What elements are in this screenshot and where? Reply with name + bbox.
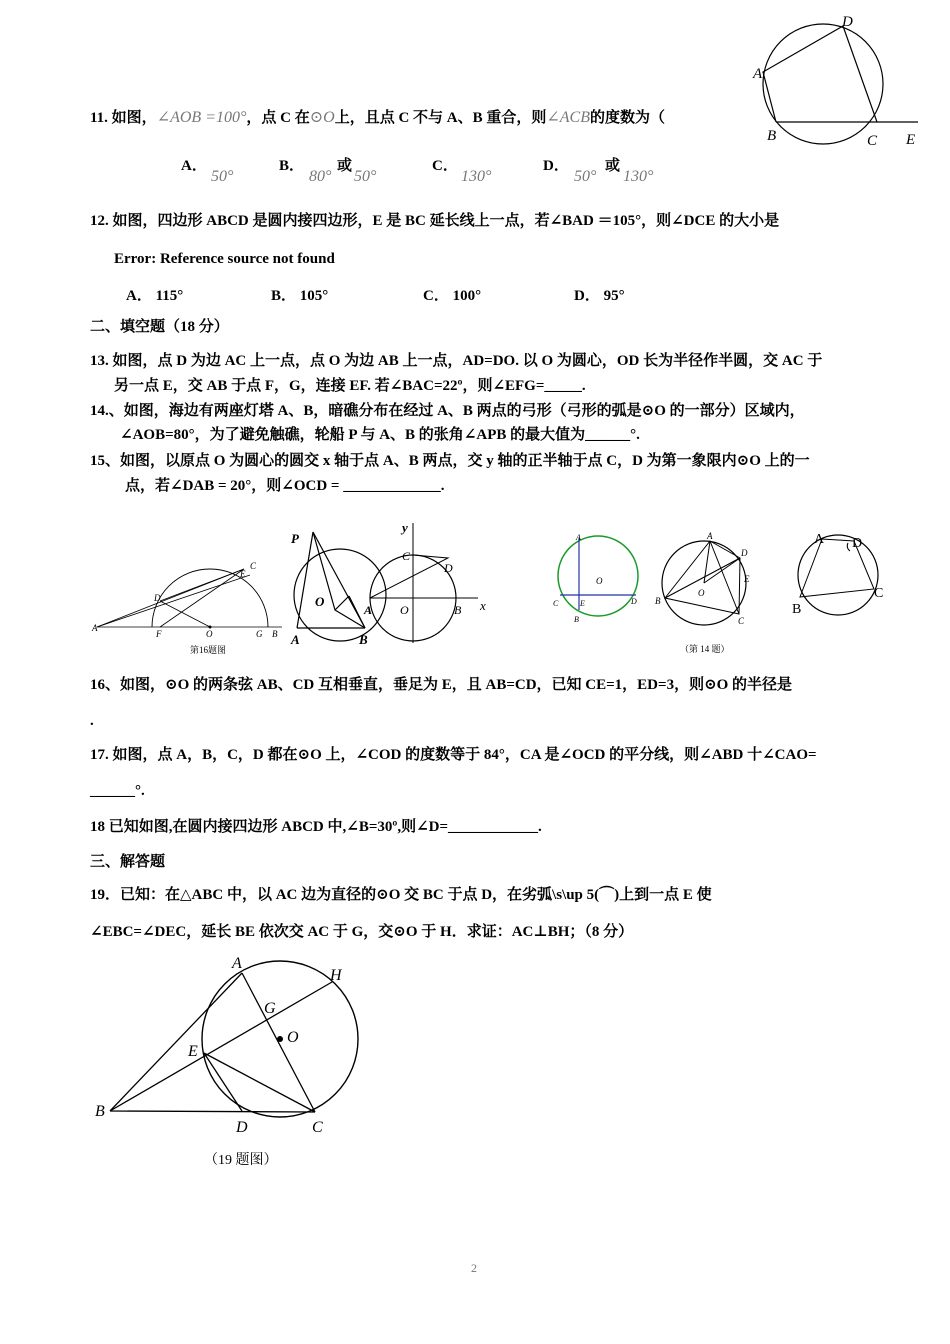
q13-line2: 另一点 E，交 AB 于点 F，G，连接 EF. 若∠BAC=22º，则∠EFG=_____. [114, 378, 586, 394]
section-answer-title: 三、解答题 [90, 854, 166, 870]
q17-line1: 17. 如图，点 A，B，C，D 都在⊙O 上，∠COD 的度数等于 84°，CA 是∠OCD 的平分线，则∠ABD 十∠CAO= [90, 747, 817, 763]
label-e: E [906, 132, 916, 148]
label-d: D [631, 597, 637, 606]
label-d: D [154, 593, 161, 603]
label-e: E [240, 569, 246, 579]
label-b: B [95, 1103, 105, 1120]
fig19-caption: （19 题图） [204, 1153, 278, 1168]
figure-15-axes [364, 518, 495, 648]
label-a: A [92, 623, 98, 633]
q11-option-b-value1: 80° [309, 168, 332, 185]
label-a: A [814, 532, 825, 547]
q12-option-a: A． 115° [126, 288, 184, 304]
label-a: A [232, 955, 242, 972]
label-o: O [400, 603, 409, 617]
fig16-caption: 第16题图 [190, 645, 227, 655]
label-g: G [264, 1000, 276, 1017]
label-e: E [188, 1043, 198, 1060]
q13-line1: 13. 如图，点 D 为边 AC 上一点，点 O 为边 AB 上一点，AD=DO. 以 O 为圆心，OD 长为半径作半圆，交 AC 于 [90, 353, 823, 369]
q11-option-a-value: 50° [211, 168, 234, 185]
label-o: O [206, 629, 213, 639]
section-fill-in-title: 二、填空题（18 分） [90, 319, 229, 335]
q11-option-c-value: 130° [461, 168, 492, 185]
label-o: O [698, 588, 705, 598]
label-p: P [291, 531, 299, 546]
label-b: B [574, 615, 579, 624]
q16-line2: . [90, 713, 94, 729]
label-o: O [596, 576, 603, 586]
q12-option-b: B． 105° [271, 288, 329, 304]
label-a: A [707, 531, 713, 541]
label-a: A [291, 632, 300, 647]
q17-line2: ______°. [90, 783, 145, 799]
q11-option-d-label: D． [543, 158, 569, 174]
label-h: H [330, 967, 342, 984]
page-number: 2 [471, 1261, 477, 1275]
label-a: A [753, 66, 763, 82]
label-c: C [250, 561, 257, 571]
q12-figure [750, 12, 930, 152]
label-c: C [312, 1119, 323, 1136]
label-f: F [156, 629, 162, 639]
label-g: G [256, 629, 263, 639]
q16-line1: 16、如图，⊙O 的两条弦 AB、CD 互相垂直，垂足为 E，且 AB=CD，已知 CE=1，ED=3，则⊙O 的半径是 [90, 677, 793, 693]
q11-option-a-label: A． [181, 158, 207, 174]
q11-option-d-value1: 50° [574, 168, 597, 185]
q19-line1: 19．已知：在△ABC 中，以 AC 边为直径的⊙O 交 BC 于点 D，在劣弧\s\up 5(⌒)上到一点 E 使 [90, 887, 712, 903]
label-c: C [553, 599, 559, 608]
q18-text: 18 已知如图,在圆内接四边形 ABCD 中,∠B=30º,则∠D=____________. [90, 819, 542, 835]
label-d: D [236, 1119, 248, 1136]
figure-16-green-circle [548, 528, 648, 628]
figure-18 [788, 527, 888, 622]
label-x: x [480, 598, 486, 613]
label-b: B [792, 602, 802, 617]
fig14-caption: （第 14 题） [680, 644, 730, 654]
label-b: B [359, 632, 368, 647]
label-b: B [454, 603, 462, 617]
label-a: A [364, 603, 373, 617]
figure-14-star [652, 528, 757, 658]
q11-option-d-or: 或 [605, 158, 621, 174]
q15-line1: 15、如图，以原点 O 为圆心的圆交 x 轴于点 A、B 两点，交 y 轴的正半轴于点 C，D 为第一象限内⊙O 上的一 [90, 453, 810, 469]
q12-option-d: D． 95° [574, 288, 625, 304]
label-b: B [655, 596, 661, 606]
q11-option-c-label: C． [432, 158, 458, 174]
label-c: C [867, 133, 878, 149]
label-e: E [580, 599, 585, 608]
q11-option-d-value2: 130° [623, 168, 654, 185]
figure-16 [92, 555, 287, 660]
label-y: y [402, 520, 408, 535]
label-b: B [272, 629, 278, 639]
label-o: O [287, 1029, 299, 1046]
figure-19 [92, 952, 372, 1172]
q14-line1: 14.、如图，海边有两座灯塔 A、B，暗礁分布在经过 A、B 两点的弓形（弓形的弧是⊙O 的一部分）区域内， [90, 403, 805, 419]
q12-error: Error: Reference source not found [114, 251, 335, 267]
label-b: B [767, 128, 777, 144]
label-c: C [402, 549, 411, 563]
q12-option-c: C． 100° [423, 288, 482, 304]
q12-stem: 12. 如图，四边形 ABCD 是圆内接四边形，E 是 BC 延长线上一点，若∠BAD ＝105°，则∠DCE 的大小是 [90, 213, 780, 229]
label-e: E [744, 574, 750, 584]
q14-line2: ∠AOB=80°，为了避免触礁，轮船 P 与 A、B 的张角∠APB 的最大值为______°. [120, 427, 640, 443]
q19-line2: ∠EBC=∠DEC，延长 BE 依次交 AC 于 G，交⊙O 于 H．求证：AC⊥BH；（8 分） [90, 924, 634, 940]
label-d: D [852, 536, 863, 551]
label-c: C [874, 586, 884, 601]
q11-stem: 11. 如图，∠AOB =100°，点 C 在⊙O上，且点 C 不与 A、B 重合，则∠ACB的度数为（ [90, 109, 666, 126]
q11-option-b-value2: 50° [354, 168, 377, 185]
label-a: A [576, 533, 581, 542]
q11-option-b-label: B． [279, 158, 305, 174]
label-d: D [842, 14, 853, 30]
label-c: C [738, 616, 745, 626]
label-d: D [741, 548, 748, 558]
q11-option-b-or: 或 [337, 158, 353, 174]
label-d: D [444, 561, 453, 575]
q15-line2: 点，若∠DAB = 20°，则∠OCD = _____________. [125, 478, 445, 494]
label-o: O [315, 594, 325, 609]
